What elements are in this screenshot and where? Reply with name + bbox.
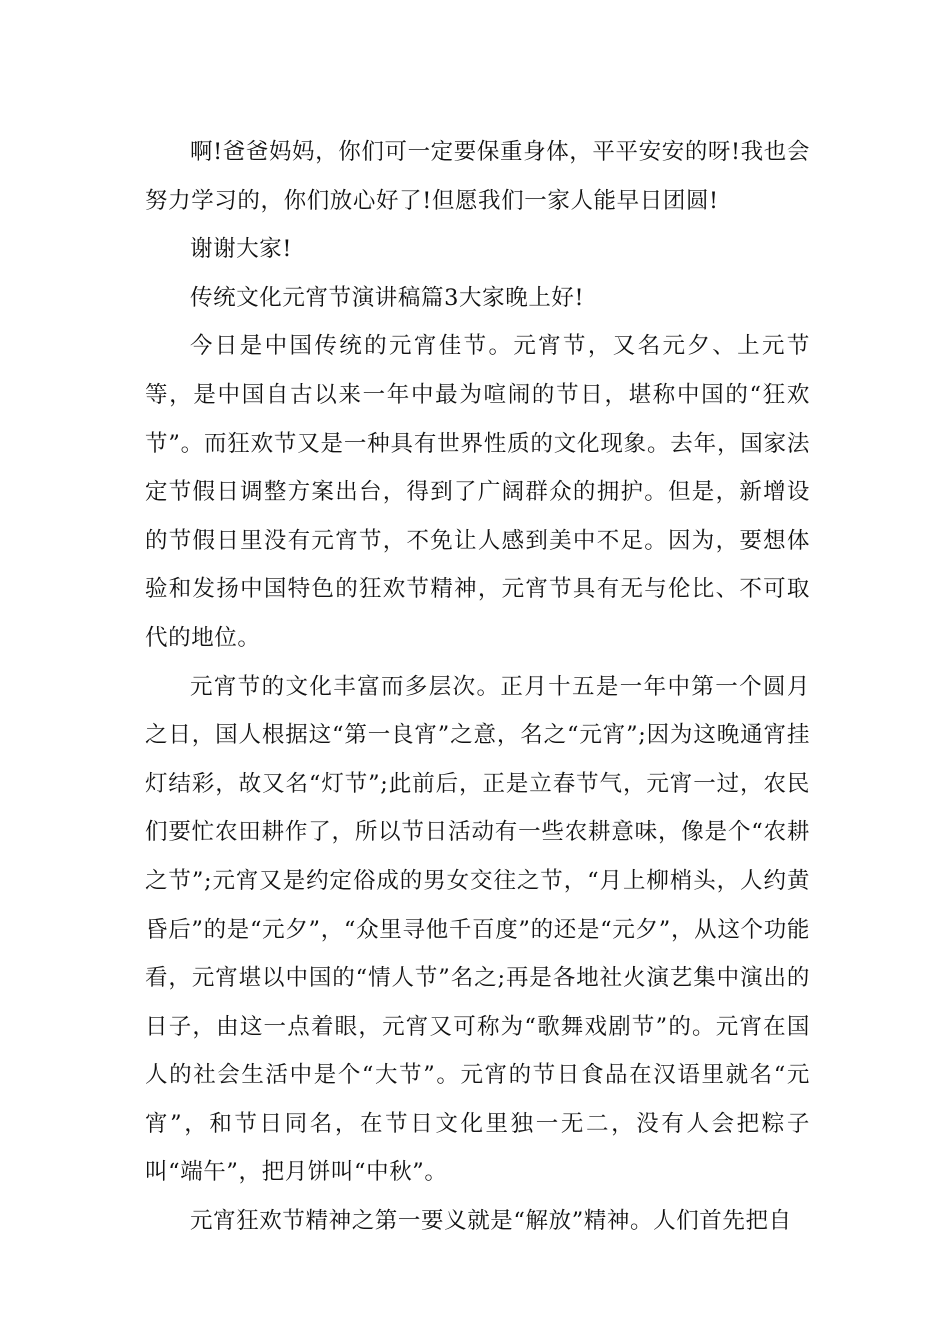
paragraph-4: 今日是中国传统的元宵佳节。元宵节，又名元夕、上元节等，是中国自古以来一年中最为喧闹的节日，堪称中国的“狂欢节”。而狂欢节又是一种具有世界性质的文化现象。去年，国家法定节假日调整方案出台，得到了广阔群众的拥护。但是，新增设的节假日里没有元宵节，不免让人感到美中不足。因为，要想体验和发扬中国特色的狂欢节精神，元宵节具有无与伦比、不可取代的地位。 xyxy=(145,333,810,651)
paragraph-6: 元宵狂欢节精神之第一要义就是“解放”精神。人们首先把自 xyxy=(190,1208,792,1235)
paragraph-2: 谢谢大家! xyxy=(190,236,293,263)
paragraph-1: 啊!爸爸妈妈，你们可一定要保重身体，平平安安的呀!我也会努力学习的，你们放心好了!但愿我们一家人能早日团圆! xyxy=(145,139,810,214)
paragraph-5: 元宵节的文化丰富而多层次。正月十五是一年中第一个圆月之日，国人根据这“第一良宵”之意，名之“元宵”;因为这晚通宵挂灯结彩，故又名“灯节”;此前后，正是立春节气，元宵一过，农民们要忙农田耕作了，所以节日活动有一些农耕意味，像是个“农耕之节”;元宵又是约定俗成的男女交往之节，“月上柳梢头，人约黄昏后”的是“元夕”，“众里寻他千百度”的还是“元夕”，从这个功能看，元宵堪以中国的“情人节”名之;再是各地社火演艺集中演出的日子，由这一点着眼，元宵又可称为“歌舞戏剧节”的。元宵在国人的社会生活中是个“大节”。元宵的节日食品在汉语里就名“元宵”，和节日同名，在节日文化里独一无二，没有人会把粽子叫“端午”，把月饼叫“中秋”。 xyxy=(145,673,810,1186)
document-body xyxy=(145,128,810,1246)
paragraph-3: 传统文化元宵节演讲稿篇3大家晚上好! xyxy=(190,284,585,311)
